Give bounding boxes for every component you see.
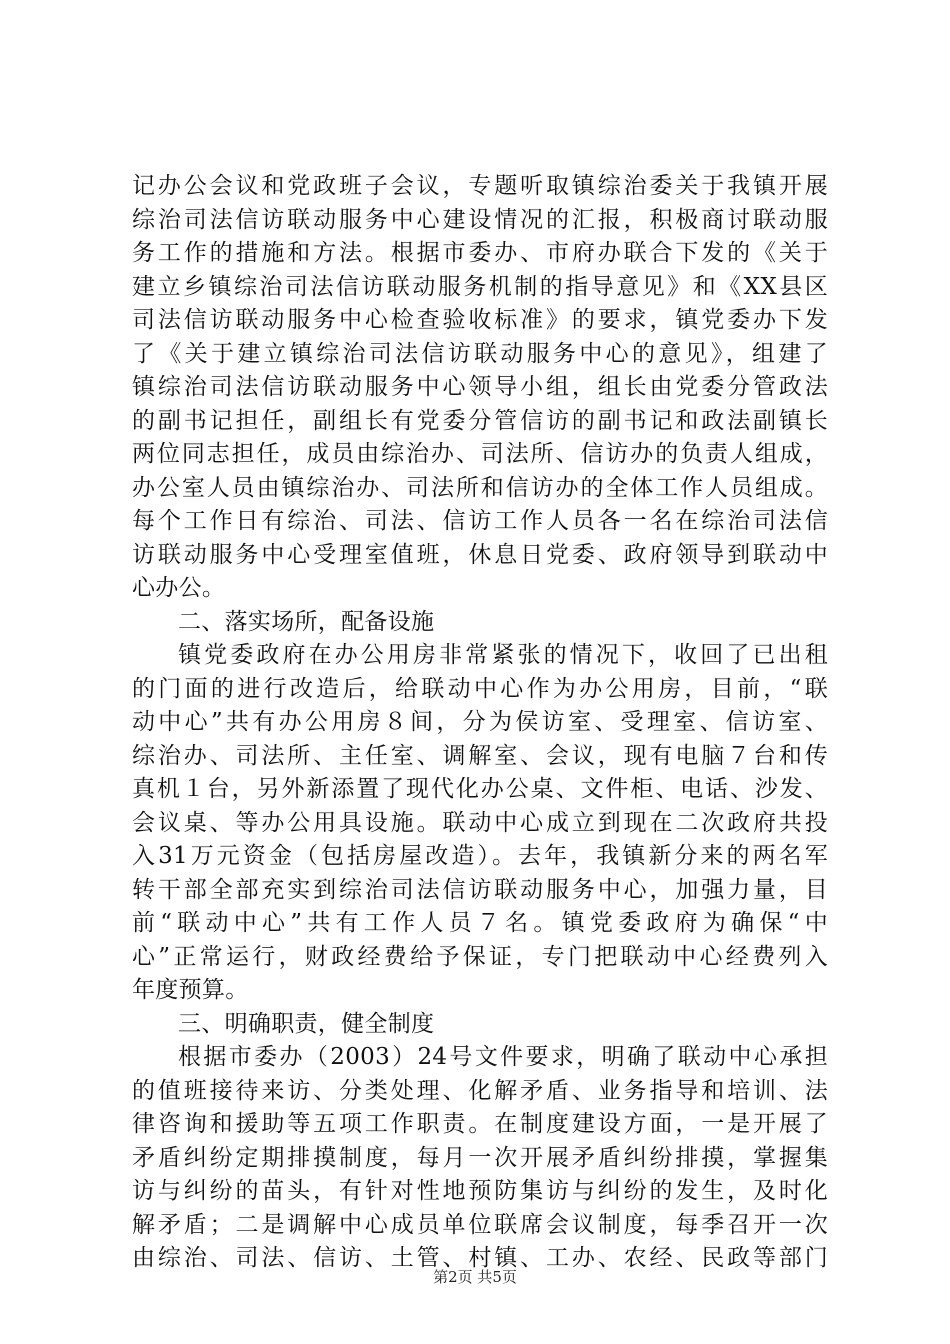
page-indicator: 第2页 共5页 [433, 1268, 517, 1286]
section-heading-3: 三、明确职责，健全制度 [178, 1010, 435, 1037]
text-line: 矛盾纠纷定期排摸制度，每月一次开展矛盾纠纷排摸，掌握集 [132, 1144, 828, 1171]
text-line: 真机１台，另外新添置了现代化办公桌、文件柜、电话、沙发、 [132, 776, 828, 802]
text-line: 的值班接待来访、分类处理、化解矛盾、业务指导和培训、法 [132, 1077, 828, 1104]
text-line: 两位同志担任，成员由综治办、司法所、信访办的负责人组成， [132, 441, 828, 467]
document-body [132, 170, 828, 1276]
text-line: 司法信访联动服务中心检查验收标准》的要求，镇党委办下发 [132, 307, 828, 333]
text-line: 入31万元资金（包括房屋改造）。去年，我镇新分来的两名军 [132, 843, 828, 869]
text-line: 建立乡镇综治司法信访联动服务机制的指导意见》和《XX县区 [132, 273, 828, 300]
text-line: 转干部全部充实到综治司法信访联动服务中心，加强力量，目 [132, 876, 828, 903]
section-heading-2: 二、落实场所，配备设施 [178, 608, 435, 635]
text-line: 的副书记担任，副组长有党委分管信访的副书记和政法副镇长 [132, 407, 828, 434]
text-line: 办公室人员由镇综治办、司法所和信访办的全体工作人员组成。 [132, 474, 828, 501]
text-line: 记办公会议和党政班子会议，专题听取镇综治委关于我镇开展 [132, 173, 828, 199]
page-footer [0, 1266, 950, 1287]
text-line: 前“联动中心”共有工作人员７名。镇党委政府为确保“中 [132, 910, 828, 936]
text-line: 会议桌、等办公用具设施。联动中心成立到现在二次政府共投 [132, 809, 828, 836]
text-line: 由综治、司法、信访、土管、村镇、工办、农经、民政等部门 [132, 1245, 828, 1271]
text-line: 访联动服务中心受理室值班，休息日党委、政府领导到联动中 [132, 541, 828, 568]
text-line: 心”正常运行，财政经费给予保证，专门把联动中心经费列入 [132, 943, 828, 970]
text-line: 的门面的进行改造后，给联动中心作为办公用房，目前，“联 [132, 675, 828, 702]
text-line: 解矛盾；二是调解中心成员单位联席会议制度，每季召开一次 [132, 1211, 828, 1238]
text-line: 镇党委政府在办公用房非常紧张的情况下，收回了已出租 [178, 642, 828, 668]
text-line: 动中心”共有办公用房８间，分为侯访室、受理室、信访室、 [132, 709, 828, 735]
text-line: 每个工作日有综治、司法、信访工作人员各一名在综治司法信 [132, 508, 828, 534]
text-line: 务工作的措施和方法。根据市委办、市府办联合下发的《关于 [132, 240, 828, 266]
text-line: 访与纠纷的苗头，有针对性地预防集访与纠纷的发生，及时化 [132, 1178, 828, 1204]
text-line: 综治司法信访联动服务中心建设情况的汇报，积极商讨联动服 [132, 206, 828, 233]
paragraph-1 [132, 170, 828, 606]
paragraph-2 [132, 639, 828, 1008]
text-line: 根据市委办（2003）24号文件要求，明确了联动中心承担 [178, 1044, 828, 1070]
text-line: 综治办、司法所、主任室、调解室、会议，现有电脑７台和传 [132, 742, 828, 769]
text-line: 了《关于建立镇综治司法信访联动服务中心的意见》，组建了 [132, 340, 828, 367]
text-line: 镇综治司法信访联动服务中心领导小组，组长由党委分管政法 [132, 374, 828, 400]
paragraph-3 [132, 1041, 828, 1276]
text-line: 律咨询和援助等五项工作职责。在制度建设方面，一是开展了 [132, 1111, 828, 1137]
text-line: 心办公。 [132, 575, 226, 601]
text-line: 年度预算。 [132, 977, 249, 1003]
